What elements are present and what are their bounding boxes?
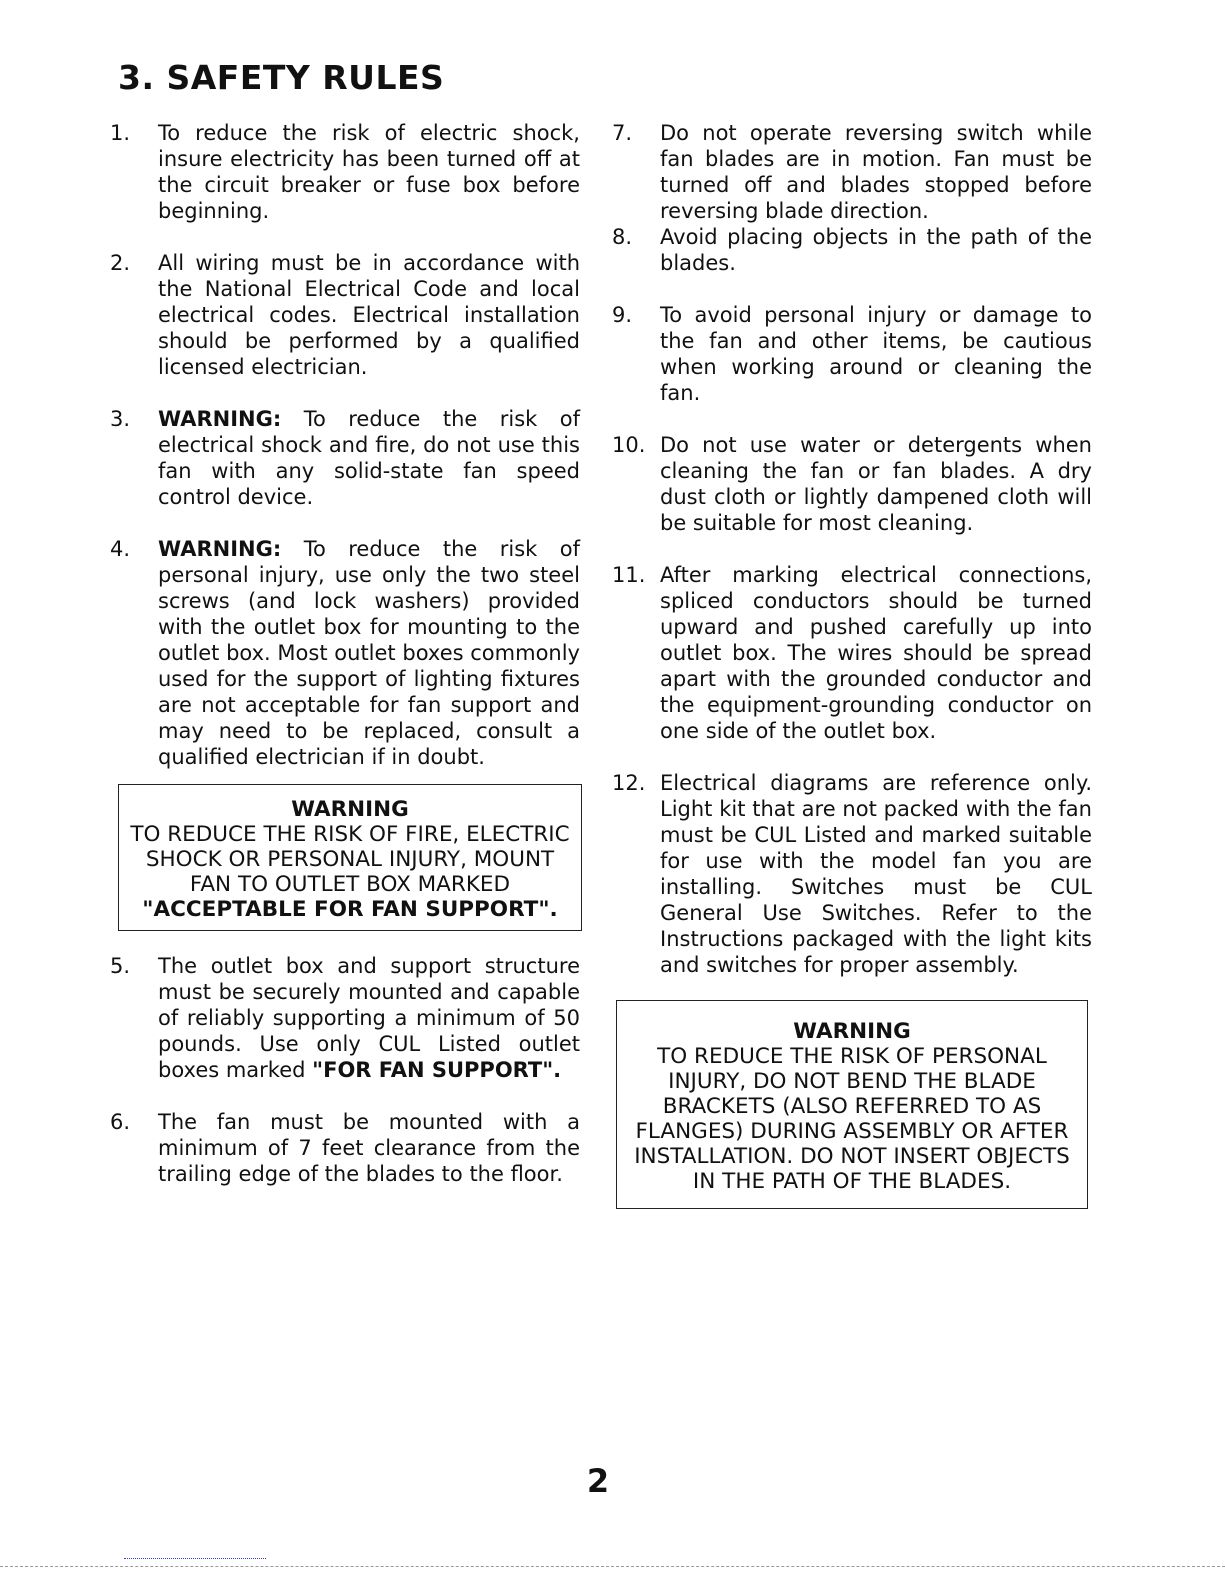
- rule-11: [612, 562, 1092, 744]
- rule-10: [612, 432, 1092, 536]
- rule-number: 7.: [612, 121, 633, 145]
- rule-number: 5.: [110, 954, 131, 978]
- rule-number: 3.: [110, 407, 131, 431]
- warning-text: TO REDUCE THE RISK OF FIRE, ELECTRIC SHOCK OR PERSONAL INJURY, MOUNT FAN TO OUTLET BOX MARKED: [130, 822, 570, 897]
- page-number: 2: [586, 1462, 610, 1500]
- rule-emphasis: "FOR FAN SUPPORT".: [312, 1058, 562, 1082]
- rule-5: [110, 953, 580, 1083]
- rule-3: [110, 406, 580, 510]
- rule-text: After marking electrical connections, spliced conductors should be turned upward and pushed carefully up into outlet box. The wires should be spread apart with the grounded conductor and the equipment-grounding conductor on one side of the outlet box.: [660, 563, 1092, 743]
- rule-6: [110, 1109, 580, 1187]
- warning-title: WARNING: [793, 1019, 911, 1044]
- rule-2: [110, 250, 580, 380]
- rule-7: [612, 120, 1092, 224]
- warning-box-fire: [118, 784, 582, 931]
- rule-number: 9.: [612, 303, 633, 327]
- warning-title: WARNING: [291, 797, 409, 822]
- rule-number: 8.: [612, 225, 633, 249]
- rule-1: [110, 120, 580, 224]
- warning-text: TO REDUCE THE RISK OF PERSONAL INJURY, DO NOT BEND THE BLADE BRACKETS (ALSO REFERRED TO AS FLANGES) DURING ASSEMBLY OR AFTER INSTALLATION. DO NOT INSERT OBJECTS IN THE PATH OF THE BLADES.: [634, 1044, 1070, 1194]
- rule-warning-lead: WARNING:: [158, 537, 282, 561]
- rule-text: Avoid placing objects in the path of the blades.: [660, 225, 1092, 275]
- warning-box-blades: [616, 1000, 1088, 1209]
- warning-emphasis: "ACCEPTABLE FOR FAN SUPPORT".: [142, 897, 558, 922]
- rule-number: 6.: [110, 1110, 131, 1134]
- rule-12: [612, 770, 1092, 978]
- rule-text: Do not use water or detergents when cleaning the fan or fan blades. A dry dust cloth or lightly dampened cloth will be suitable for most cleaning.: [660, 433, 1092, 535]
- rule-number: 10.: [612, 433, 646, 457]
- rule-text: Electrical diagrams are reference only. Light kit that are not packed with the fan must be CUL Listed and marked suitable for use with the model fan you are installing. Switches must be CUL General Use Switches. Refer to the Instructions packaged with the light kits and switches for proper assembly.: [660, 771, 1092, 977]
- rule-text: To avoid personal injury or damage to the fan and other items, be cautious when working around or cleaning the fan.: [660, 303, 1092, 405]
- rule-number: 12.: [612, 771, 646, 795]
- right-column: [612, 120, 1092, 1209]
- footer-dotted-line: [124, 1558, 266, 1559]
- rule-text: Do not operate reversing switch while fan blades are in motion. Fan must be turned off and blades stopped before reversing blade direction.: [660, 121, 1092, 223]
- rule-text: To reduce the risk of electrical shock and fire, do not use this fan with any solid-state fan speed control device.: [158, 407, 580, 509]
- rule-text: To reduce the risk of personal injury, use only the two steel screws (and lock washers) provided with the outlet box for mounting to the outlet box. Most outlet boxes commonly used for the support of lighting fixtures are not acceptable for fan support and may need to be replaced, consult a qualified electrician if in doubt.: [158, 537, 580, 769]
- rule-number: 2.: [110, 251, 131, 275]
- rule-text: The outlet box and support structure must be securely mounted and capable of reliably supporting a minimum of 50 pounds. Use only CUL Listed outlet boxes marked: [158, 954, 580, 1082]
- rule-text: The fan must be mounted with a minimum of 7 feet clearance from the trailing edge of the blades to the floor.: [158, 1110, 580, 1186]
- page-edge-divider: [0, 1566, 1225, 1567]
- rule-text: All wiring must be in accordance with the National Electrical Code and local electrical codes. Electrical installation should be performed by a qualified licensed electrician.: [158, 251, 580, 379]
- rule-warning-lead: WARNING:: [158, 407, 282, 431]
- rule-9: [612, 302, 1092, 406]
- left-column: [110, 120, 580, 1187]
- page-title: 3. SAFETY RULES: [118, 58, 445, 97]
- rule-text: To reduce the risk of electric shock, insure electricity has been turned off at the circuit breaker or fuse box before beginning.: [158, 121, 580, 223]
- rule-4: [110, 536, 580, 770]
- rule-number: 1.: [110, 121, 131, 145]
- rule-number: 11.: [612, 563, 646, 587]
- rule-8: [612, 224, 1092, 276]
- rule-number: 4.: [110, 537, 131, 561]
